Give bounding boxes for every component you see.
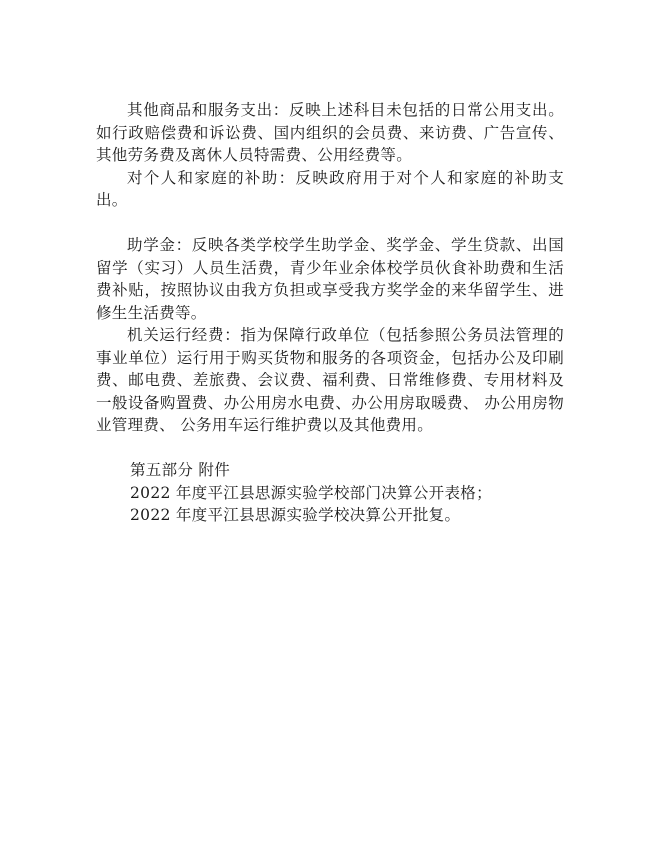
paragraph-individual-household-subsidy: 对个人和家庭的补助：反映政府用于对个人和家庭的补助支出。 xyxy=(96,168,564,209)
paragraph-other-goods-services: 其他商品和服务支出：反映上述科目未包括的日常公用支出。如行政赔偿费和诉讼费、国内组织的会员费、来访费、广告宣传、其他劳务费及离休人员特需费、公用经费等。 xyxy=(96,101,564,164)
paragraph-student-aid: 助学金：反映各类学校学生助学金、奖学金、学生贷款、出国留学（实习）人员生活费，青少年业余体校学员伙食补助费和生活费补贴，按照协议由我方负担或享受我方奖学金的来华留学生、进修生生活费等。 xyxy=(96,236,564,322)
attachment-item-2: 2022 年度平江县思源实验学校决算公开批复。 xyxy=(130,506,461,524)
attachment-item-1: 2022 年度平江县思源实验学校部门决算公开表格； xyxy=(130,483,492,502)
section-heading-attachments: 第五部分 附件 xyxy=(130,461,231,479)
paragraph-agency-operating-funds: 机关运行经费：指为保障行政单位（包括参照公务员法管理的事业单位）运行用于购买货物和服务的各项资金，包括办公及印刷费、邮电费、差旅费、会议费、福利费、日常维修费、专用材料及一般设备购置费、办公用房水电费、办公用房取暖费、 办公用房物业管理费、 公务用车运行维护费以及其他费用。 xyxy=(96,326,564,434)
